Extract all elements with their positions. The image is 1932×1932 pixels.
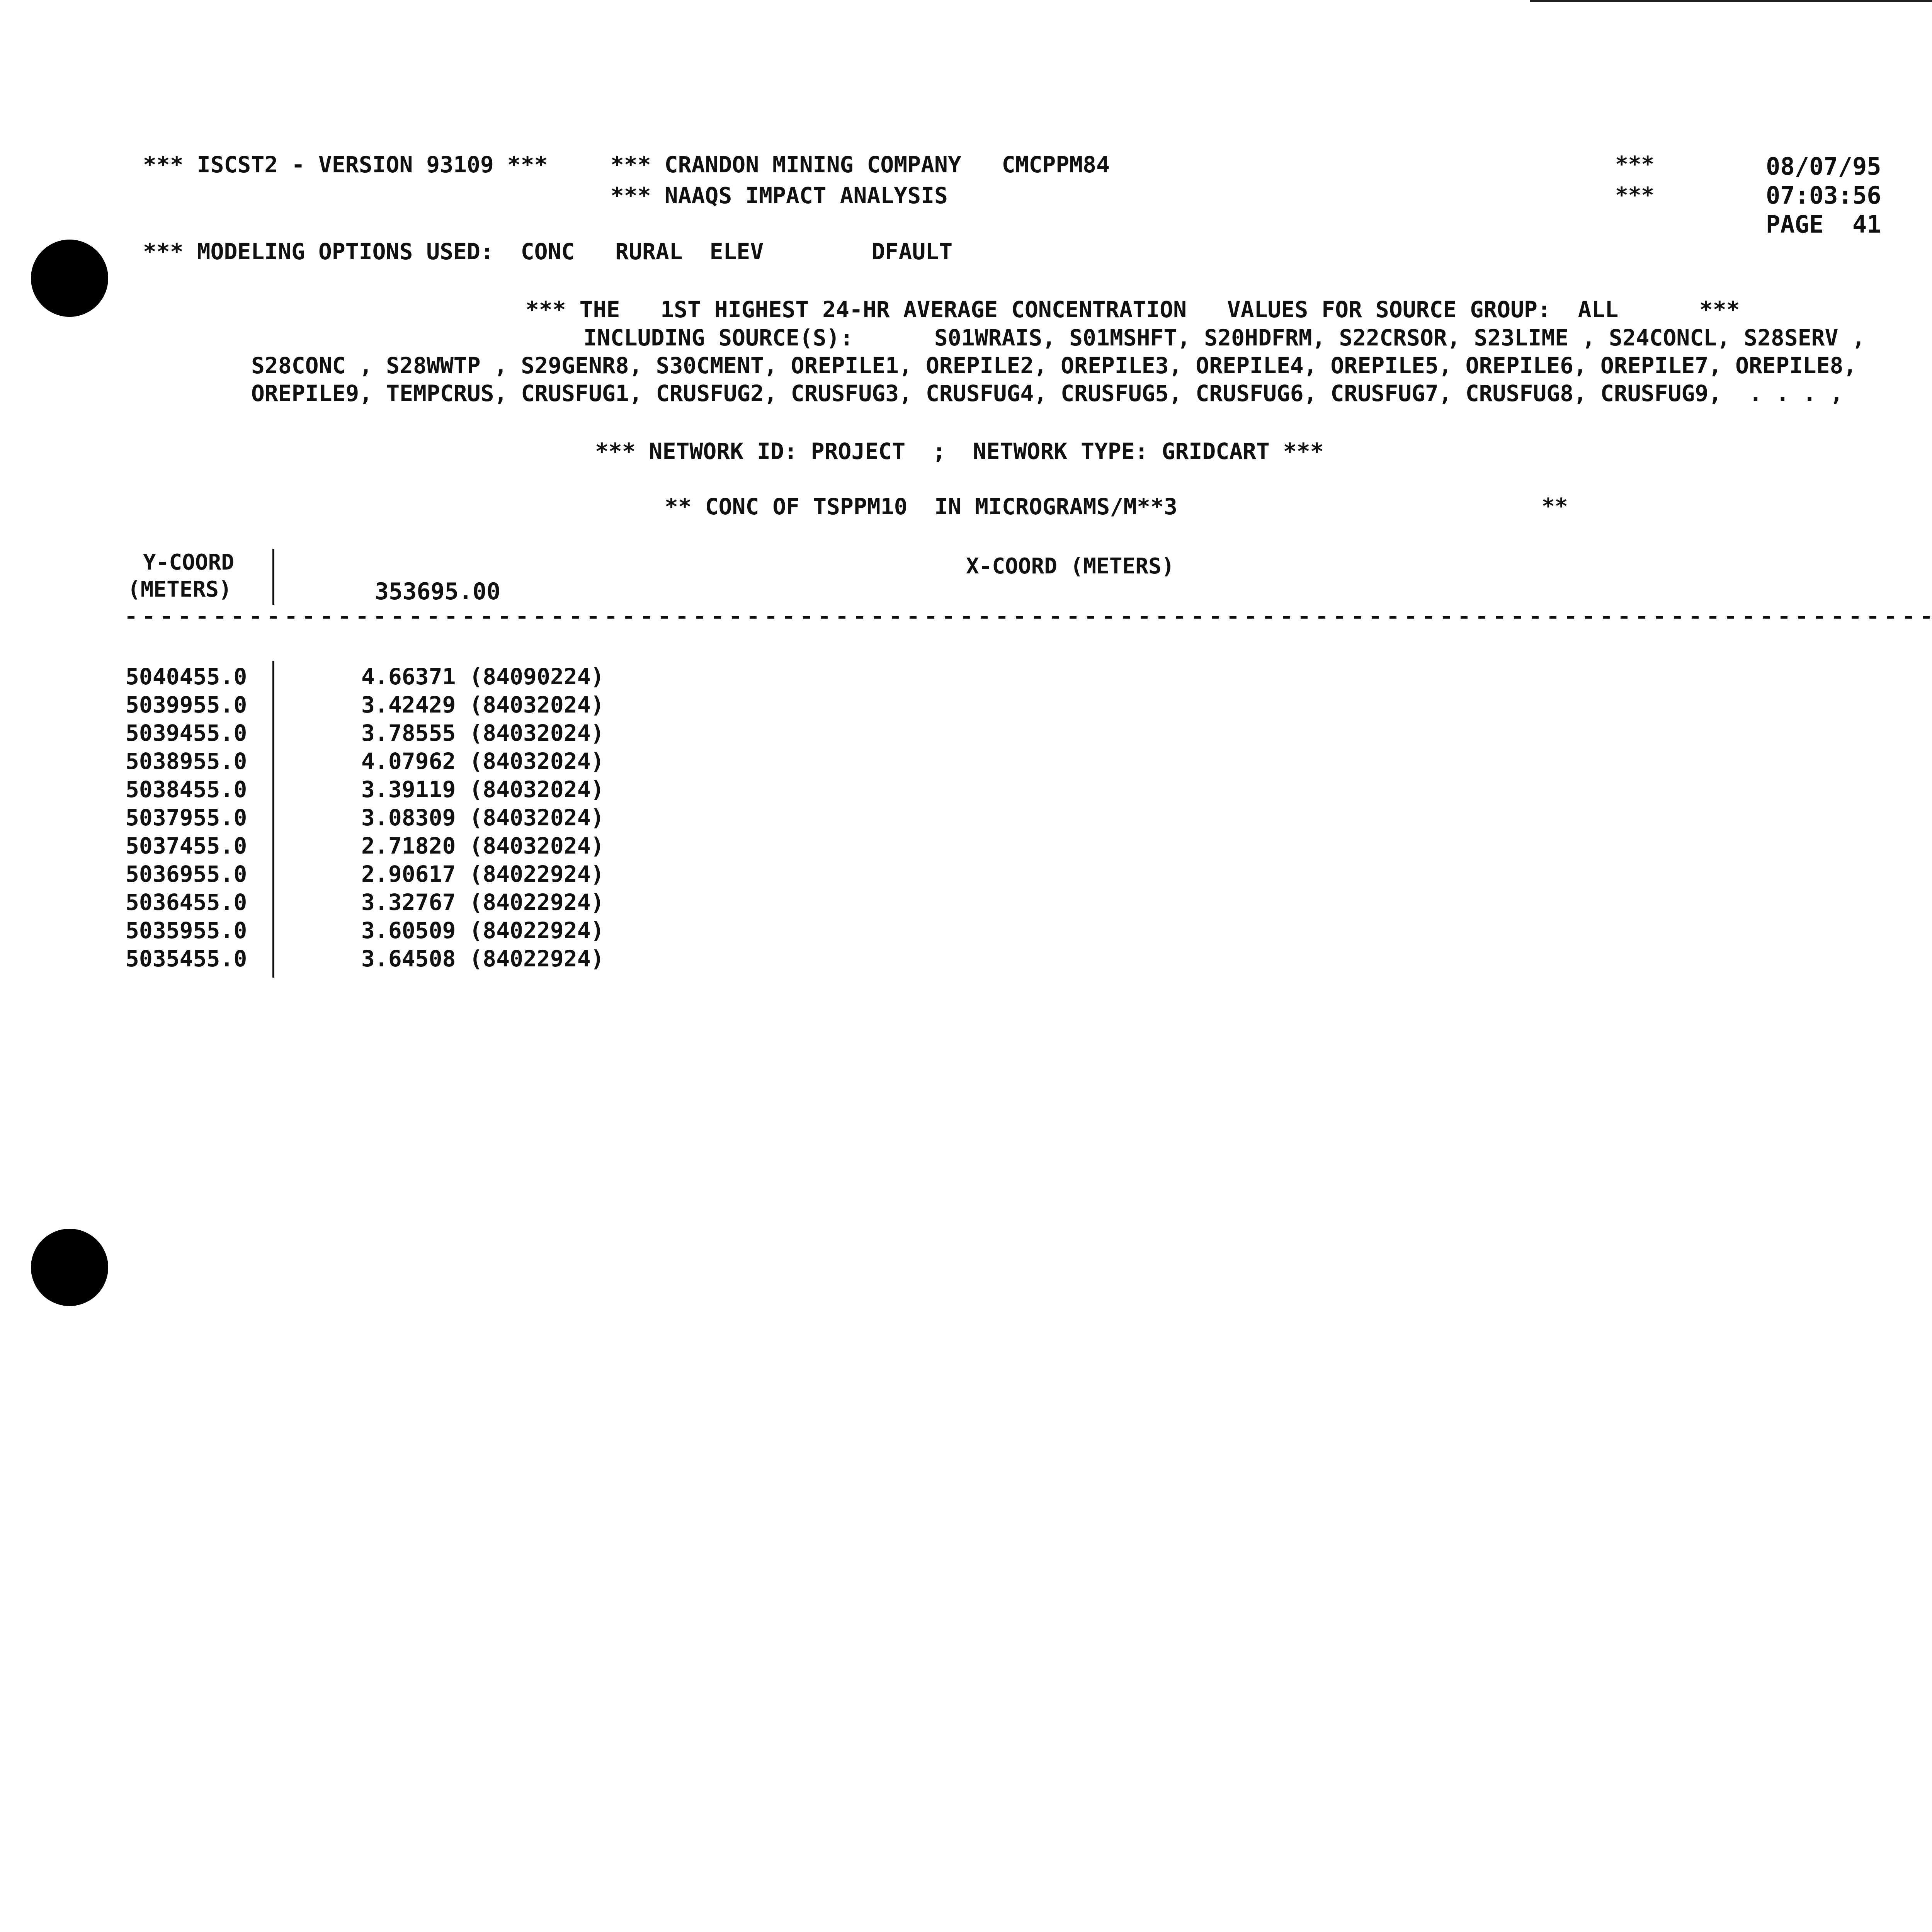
- rows-divider: [272, 661, 274, 978]
- top-edge-rule: [1530, 0, 1932, 2]
- concentration-units: ** CONC OF TSPPM10 IN MICROGRAMS/M**3: [665, 493, 1177, 520]
- header-divider: [272, 549, 274, 605]
- row-y-coord: 5036955.0: [126, 861, 247, 887]
- source-group-title: *** THE 1ST HIGHEST 24-HR AVERAGE CONCENTRATION VALUES FOR SOURCE GROUP: ALL ***: [526, 296, 1740, 323]
- row-concentration: 4.66371 (84090224): [361, 663, 604, 690]
- row-y-coord: 5035955.0: [126, 917, 247, 944]
- row-y-coord: 5036455.0: [126, 889, 247, 915]
- source-list-line-3: OREPILE9, TEMPCRUS, CRUSFUG1, CRUSFUG2, CRUSFUG3, CRUSFUG4, CRUSFUG5, CRUSFUG6, CRUSFUG7, CRUSFUG8, CRUSFUG9, . . . ,: [251, 380, 1844, 406]
- source-list-line-2: S28CONC , S28WWTP , S29GENR8, S30CMENT, OREPILE1, OREPILE2, OREPILE3, OREPILE4, OREPILE5, OREPILE6, OREPILE7, OREPILE8,: [251, 352, 1857, 379]
- y-coord-units: (METERS): [128, 577, 232, 602]
- program-version: *** ISCST2 - VERSION 93109 ***: [143, 151, 548, 178]
- row-y-coord: 5039455.0: [126, 720, 247, 746]
- page-label: PAGE 41: [1766, 210, 1881, 238]
- row-concentration: 3.39119 (84032024): [361, 776, 604, 803]
- row-y-coord: 5038955.0: [126, 748, 247, 774]
- row-concentration: 3.78555 (84032024): [361, 720, 604, 746]
- row-y-coord: 5037455.0: [126, 833, 247, 859]
- x-coord-value: 353695.00: [375, 578, 501, 605]
- row-concentration: 3.60509 (84022924): [361, 917, 604, 944]
- row-concentration: 3.64508 (84022924): [361, 946, 604, 972]
- concentration-stars: **: [1542, 494, 1568, 519]
- punch-hole-middle: [31, 1229, 108, 1306]
- separator-dashed-line: [128, 616, 1932, 619]
- report-date: 08/07/95: [1766, 152, 1881, 180]
- row-y-coord: 5040455.0: [126, 663, 247, 690]
- row-y-coord: 5039955.0: [126, 692, 247, 718]
- analysis-title: *** NAAQS IMPACT ANALYSIS: [611, 182, 948, 209]
- row-concentration: 3.42429 (84032024): [361, 692, 604, 718]
- row-y-coord: 5035455.0: [126, 946, 247, 972]
- row-concentration: 3.08309 (84032024): [361, 804, 604, 831]
- row-concentration: 2.90617 (84022924): [361, 861, 604, 887]
- row-concentration: 4.07962 (84032024): [361, 748, 604, 774]
- punch-hole-top: [31, 240, 108, 317]
- company-title: *** CRANDON MINING COMPANY CMCPPM84: [611, 151, 1110, 178]
- row-y-coord: 5037955.0: [126, 804, 247, 831]
- report-time: 07:03:56: [1766, 181, 1881, 209]
- source-list-line-1: INCLUDING SOURCE(S): S01WRAIS, S01MSHFT, S20HDFRM, S22CRSOR, S23LIME , S24CONCL, S28SERV ,: [583, 325, 1866, 351]
- row-concentration: 2.71820 (84032024): [361, 833, 604, 859]
- network-info: *** NETWORK ID: PROJECT ; NETWORK TYPE: GRIDCART ***: [595, 438, 1324, 464]
- row-concentration: 3.32767 (84022924): [361, 889, 604, 915]
- header-stars-2: ***: [1615, 183, 1655, 208]
- x-coord-header: X-COORD (METERS): [966, 554, 1175, 579]
- y-coord-header: Y-COORD: [143, 550, 235, 575]
- modeling-options: *** MODELING OPTIONS USED: CONC RURAL ELEV DFAULT: [143, 238, 953, 265]
- header-stars-1: ***: [1615, 152, 1655, 177]
- row-y-coord: 5038455.0: [126, 776, 247, 803]
